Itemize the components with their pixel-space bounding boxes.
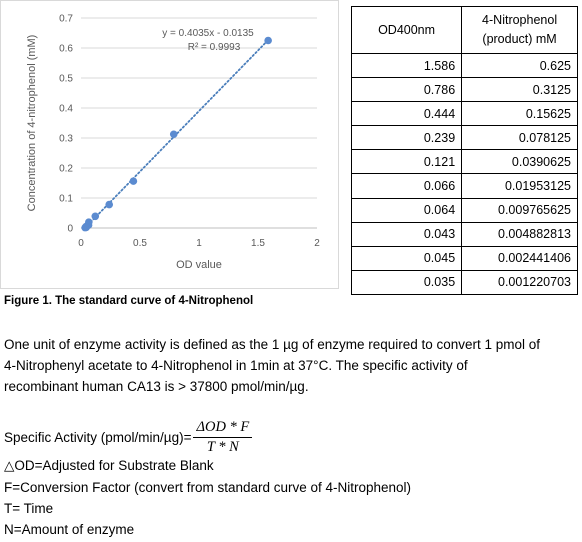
y-tick-label: 0.1	[59, 193, 73, 205]
definition-amount-enzyme: N=Amount of enzyme	[4, 522, 135, 537]
table-row	[352, 78, 578, 102]
unit-definition-line-3: recombinant human CA13 is > 37800 pmol/min/µg.	[4, 379, 309, 394]
table-cell-concentration: 0.002441406	[462, 246, 578, 270]
x-tick-label: 0.5	[133, 238, 147, 249]
table-cell-od: 0.444	[352, 102, 462, 126]
table-cell-od: 0.066	[352, 174, 462, 198]
standard-curve-chart	[0, 0, 340, 290]
table-cell-od: 0.035	[352, 270, 462, 294]
specific-activity-formula	[4, 416, 252, 458]
definition-conversion-factor: F=Conversion Factor (convert from standard curve of 4-Nitrophenol)	[4, 480, 412, 495]
table-cell-od: 1.586	[352, 54, 462, 78]
y-tick-label: 0	[67, 223, 73, 235]
formula-numerator: ΔOD * F	[193, 419, 252, 438]
y-tick-label: 0.5	[59, 73, 73, 85]
table-cell-od: 0.043	[352, 222, 462, 246]
table-cell-concentration: 0.0390625	[462, 150, 578, 174]
chart-canvas	[0, 0, 340, 290]
chart-frame	[1, 1, 339, 289]
x-tick-label: 2	[314, 238, 320, 249]
x-tick-label: 0	[78, 238, 84, 249]
y-tick-label: 0.6	[59, 43, 73, 55]
data-point	[170, 130, 178, 138]
data-point	[264, 37, 272, 45]
definition-delta-od: △OD=Adjusted for Substrate Blank	[4, 458, 214, 473]
unit-definition-line-1: One unit of enzyme activity is defined as the 1 µg of enzyme required to convert 1 pmol of	[4, 337, 541, 352]
table-cell-concentration: 0.625	[462, 54, 578, 78]
table-header-product-line2: (product) mM	[482, 32, 557, 46]
table-header-product	[462, 7, 578, 54]
table-body	[352, 54, 578, 295]
table-cell-concentration: 0.3125	[462, 78, 578, 102]
x-tick-label: 1.5	[251, 238, 265, 249]
table-row	[352, 270, 578, 294]
table-row	[352, 126, 578, 150]
table-cell-od: 0.064	[352, 198, 462, 222]
table-header-od: OD400nm	[352, 7, 462, 54]
formula-label: Specific Activity (pmol/min/µg)=	[4, 429, 192, 445]
table-cell-concentration: 0.15625	[462, 102, 578, 126]
table-cell-concentration: 0.009765625	[462, 198, 578, 222]
figure-caption: Figure 1. The standard curve of 4-Nitrophenol	[4, 295, 254, 307]
table-row	[352, 246, 578, 270]
table-row	[352, 174, 578, 198]
y-tick-label: 0.7	[59, 13, 73, 25]
definition-time: T= Time	[4, 501, 54, 516]
table-row	[352, 198, 578, 222]
table-header-product-line1: 4-Nitrophenol	[482, 13, 558, 28]
r-squared-label: R² = 0.9993	[187, 42, 241, 53]
unit-definition-paragraph	[4, 334, 562, 397]
data-point	[105, 201, 113, 209]
table-cell-concentration: 0.004882813	[462, 222, 578, 246]
formula-fraction	[193, 419, 252, 456]
data-point	[91, 212, 99, 220]
trendline-equation: y = 0.4035x - 0.0135	[162, 28, 254, 39]
table-header-row	[352, 7, 578, 54]
table-cell-od: 0.121	[352, 150, 462, 174]
table-cell-od: 0.786	[352, 78, 462, 102]
table-cell-od: 0.239	[352, 126, 462, 150]
table-cell-concentration: 0.001220703	[462, 270, 578, 294]
y-tick-label: 0.4	[59, 103, 73, 115]
x-axis-title: OD value	[176, 259, 222, 271]
table-row	[352, 102, 578, 126]
y-tick-label: 0.2	[59, 163, 73, 175]
x-tick-label: 1	[196, 238, 202, 249]
data-point	[81, 224, 89, 232]
unit-definition-line-2: 4-Nitrophenyl acetate to 4-Nitrophenol in 1min at 37°C. The specific activity of	[4, 358, 468, 373]
table-row	[352, 54, 578, 78]
table-cell-concentration: 0.078125	[462, 126, 578, 150]
table-cell-concentration: 0.01953125	[462, 174, 578, 198]
standard-curve-table	[351, 6, 578, 295]
formula-denominator: T * N	[206, 438, 239, 455]
table-row	[352, 222, 578, 246]
y-tick-label: 0.3	[59, 133, 73, 145]
table-row	[352, 150, 578, 174]
table-cell-od: 0.045	[352, 246, 462, 270]
data-point	[130, 177, 138, 185]
y-axis-title: Concentration of 4-nitrophenol (mM)	[26, 34, 38, 212]
